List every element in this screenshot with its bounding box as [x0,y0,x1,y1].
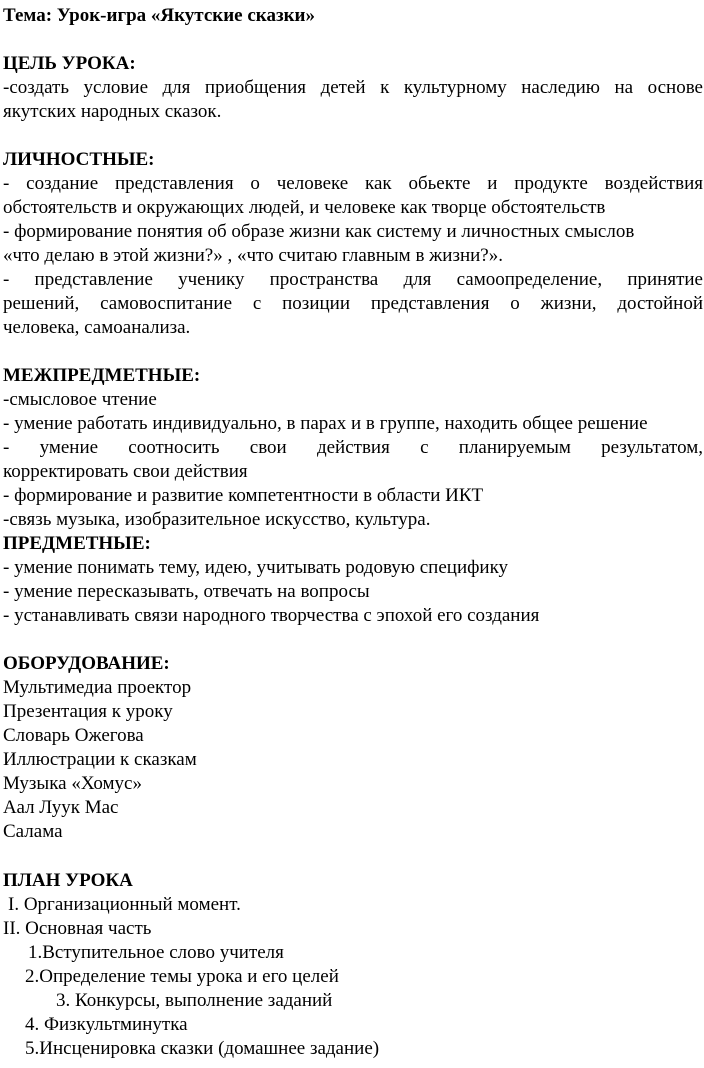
equipment-item: Иллюстрации к сказкам [3,749,197,770]
plan-item: 2.Определение темы урока и его целей [25,966,339,987]
personal-line: «что делаю в этой жизни?» , «что считаю главным в жизни?». [3,245,503,266]
personal-line: человека, самоанализа. [3,317,191,338]
plan-item: I. Организационный момент. [8,894,241,915]
metasubject-line: - формирование и развитие компетентности в области ИКТ [3,485,484,506]
equipment-item: Музыка «Хомус» [3,773,142,794]
lesson-title: Тема: Урок-игра «Якутские сказки» [3,5,315,26]
metasubject-heading: МЕЖПРЕДМЕТНЫЕ: [3,365,201,386]
metasubject-line: - умение работать индивидуально, в парах и в группе, находить общее решение [3,413,648,434]
metasubject-line: - умение соотносить свои действия с планируемым результатом, [3,437,703,458]
metasubject-line: корректировать свои действия [3,461,248,482]
plan-item: 5.Инсценировка сказки (домашнее задание) [25,1038,380,1059]
equipment-item: Мультимедиа проектор [3,677,192,698]
plan-heading: ПЛАН УРОКА [3,870,133,891]
equipment-item: Аал Луук Мас [3,797,119,818]
subject-line: - устанавливать связи народного творчества с эпохой его создания [3,605,540,626]
personal-line: обстоятельств и окружающих людей, и человеке как творце обстоятельств [3,197,606,218]
plan-item: 3. Конкурсы, выполнение заданий [56,990,333,1011]
metasubject-line: -связь музыка, изобразительное искусство, культура. [3,509,431,530]
goal-line: якутских народных сказок. [3,101,222,122]
subject-line: - умение пересказывать, отвечать на вопросы [3,581,370,602]
personal-line: решений, самовоспитание с позиции представления о жизни, достойной [3,293,703,314]
equipment-item: Презентация к уроку [3,701,173,722]
personal-line: - формирование понятия об образе жизни как систему и личностных смыслов [3,221,635,242]
subject-heading: ПРЕДМЕТНЫЕ: [3,533,151,554]
goal-line: -создать условие для приобщения детей к культурному наследию на основе [3,77,703,98]
equipment-item: Словарь Ожегова [3,725,144,746]
personal-line: - создание представления о человеке как обьекте и продукте воздействия [3,173,703,194]
plan-item: 1.Вступительное слово учителя [28,942,284,963]
personal-heading: ЛИЧНОСТНЫЕ: [3,149,155,170]
subject-line: - умение понимать тему, идею, учитывать родовую специфику [3,557,509,578]
goal-heading: ЦЕЛЬ УРОКА: [3,53,136,74]
metasubject-line: -смысловое чтение [3,389,157,410]
equipment-heading: ОБОРУДОВАНИЕ: [3,653,170,674]
plan-item: II. Основная часть [3,918,152,939]
equipment-item: Салама [3,821,63,842]
plan-item: 4. Физкультминутка [25,1014,188,1035]
personal-line: - представление ученику пространства для самоопределение, принятие [3,269,703,290]
